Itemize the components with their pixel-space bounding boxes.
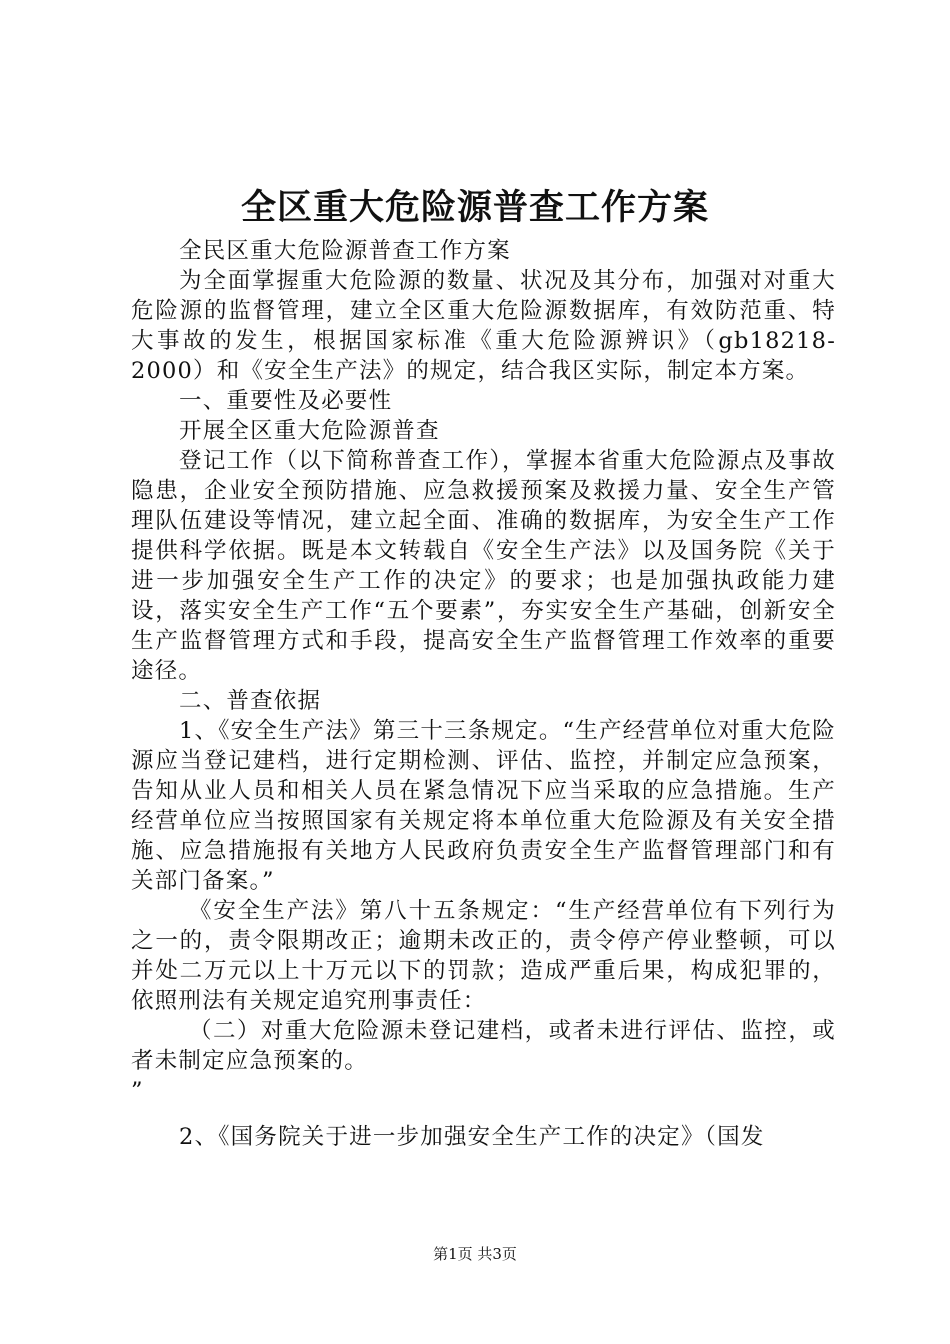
closing-quote: ” <box>131 1078 144 1104</box>
document-body <box>131 236 836 1152</box>
section-heading-basis: 二、普查依据 <box>179 688 322 714</box>
paragraph-survey-start: 开展全区重大危险源普查 <box>179 418 440 444</box>
paragraph-registration: 登记工作（以下简称普查工作），掌握本省重大危险源点及事故隐患，企业安全预防措施、应急救援预案及救援力量、安全生产管理队伍建设等情况，建立起全面、准确的数据库，为安全生产工作提供科学依据。既是本文转载自《安全生产法》以及国务院《关于进一步加强安全生产工作的决定》的要求；也是加强执政能力建设，落实安全生产工作“五个要素”，夯实安全生产基础，创新安全生产监督管理方式和手段，提高安全生产监督管理工作效率的重要途径。 <box>131 448 836 684</box>
paragraph-article-85: 《安全生产法》第八十五条规定：“生产经营单位有下列行为之一的，责令限期改正；逾期未改正的，责令停产停业整顿，可以并处二万元以上十万元以下的罚款；造成严重后果，构成犯罪的，依照刑法有关规定追究刑事责任： <box>131 898 836 1014</box>
paragraph-state-council: 2、《国务院关于进一步加强安全生产工作的决定》（国发 <box>179 1124 765 1150</box>
paragraph-article-33: 1、《安全生产法》第三十三条规定。“生产经营单位对重大危险源应当登记建档，进行定期检测、评估、监控，并制定应急预案，告知从业人员和相关人员在紧急情况下应当采取的应急措施。生产经营单位应当按照国家有关规定将本单位重大危险源及有关安全措施、应急措施报有关地方人民政府负责安全生产监督管理部门和有关部门备案。” <box>131 718 836 894</box>
document-title: 全区重大危险源普查工作方案 <box>240 187 709 228</box>
paragraph-intro: 为全面掌握重大危险源的数量、状况及其分布，加强对对重大危险源的监督管理，建立全区重大危险源数据库，有效防范重、特大事故的发生，根据国家标准《重大危险源辨识》（gb18218-2000）和《安全生产法》的规定，结合我区实际，制定本方案。 <box>131 268 836 384</box>
paragraph-subtitle: 全民区重大危险源普查工作方案 <box>179 238 511 264</box>
paragraph-item-two: （二）对重大危险源未登记建档，或者未进行评估、监控，或者未制定应急预案的。 <box>131 1018 836 1074</box>
section-heading-importance: 一、重要性及必要性 <box>179 388 393 414</box>
page-number-footer: 第1页 共3页 <box>433 1245 517 1263</box>
